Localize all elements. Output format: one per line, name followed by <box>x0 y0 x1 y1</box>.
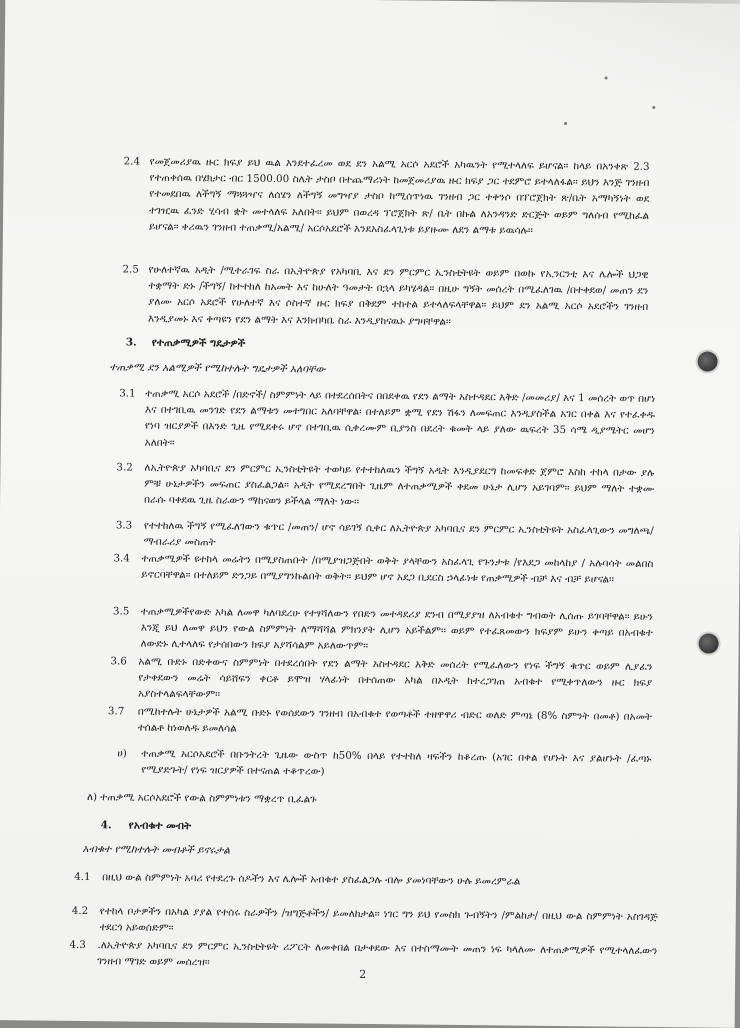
item-text: የተተከለዉ ችግኝ የሚፈለገውን ቁጥር /መጠን/ ሆኖ ሳይገኝ ሲቀር ለኢትዮጵያ አካባቢና ደን ምርምር ኢንስቲትዩት አስፈላጊውን መግለጫ/ማብራሪያ መስጠት <box>143 519 654 549</box>
item-number: 3.7 <box>107 705 125 718</box>
item-number: 2.4 <box>123 155 141 168</box>
item-text: በሚከተሉት ሁኔታዎች አልሚ ቡድኑ የወሰደውን ገንዘብ በአብቁተ የወጣቶች ተዘዋዋሪ ብድር ወለድ ምጣኔ (8% ስምንት በመቶ) በአመት ተሰልቶ ከነወለዱ ይመለሳል <box>137 705 652 735</box>
item-number: 4.3 <box>69 938 86 952</box>
item-number: 2.5 <box>122 263 139 276</box>
item-number: 3.5 <box>112 605 130 618</box>
item-number: 3.2 <box>116 461 133 474</box>
item-number: 3.6 <box>110 655 127 668</box>
item-text: ለኢትዮጵያ አካባቢና ደን ምርምር ኢንስቲትዩት ተወካይ የተተከለዉን ችግኝ አዲት እንዲያደርግ ከመፍቀድ ጀምሮ እስከ ተከላ በታው ያሉ ምቹ ሁኔታዎችን መፍጠር ያስፈልጋል፡፡ አዲት የሚደረግበት ጊዜም ለተጠቃሚዎች ቀደመ ሁኔታ ሊሆን አይገባም፡፡ ይህም ማለት ተቋሙ በራሱ ባቀደዉ ጊዜ ስራውን ማከናወን ይችላል ማለት ነው፡፡ <box>144 461 655 509</box>
section-intro: አብቁተ የሚከተሉት መብቶች ይኖሩታል <box>82 843 230 857</box>
item-number: 4.1 <box>74 870 91 884</box>
item-text: የተከላ ቦታዎችን በአካል ያያል የተሰሩ ስራዎችን /ዝግጅቶችን/ ይመለከታል፡፡ ነገር ግን ይህ የመስክ ጉብኝትን /ምልከታ/ በዚህ ውል ስምምነት አስገዳጅ ተደርጎ አይወሰድም፡፡ <box>99 905 658 935</box>
subitem-text: ተጠቃሚ አርሶአደሮች በቡንትረት ጊዜው ውስጥ ከ50% በላይ የተተከለ ዛፍችን ከቆረጡ (አገር በቀል የሆኑት እና ያልሆኑት /ፈጣኑ የሚያድጉት/ የነፍ ዝርያዎች በተናጠል ተቆጥረው) <box>141 747 652 778</box>
item-number: 3.4 <box>113 552 130 565</box>
section-title: የተጠቃሚዎች ግዴታዎች <box>151 336 246 350</box>
item-text: የሁለተኛዉ አዲት /ሚተራገፍ ስራ በኢትዮጵያ የአካባቢ እና ደን ምርምር ኢንስቲትዩት ወይም በወኩ የኢንርንቲ እና ሌሎች ህጋዊ ተቋማት ድኑ /ችግኝ/ ከተተከለ ከአመት እና ከሁለት ዓመታት በኋላ ይካሄዳል፡፡ በዚሁ ግኝት መሰረት በሚፈለገዉ /በተቀደወ/ መጠን ደን ያለሙ አርሶ አደሮች የሁለተኛ እና ሶስተኛ ዙር ክፍያ በቅደም ተከተል ይተላለፍላቸዋል፡፡ ይህም ደን አልሚ አርሶ አደሮችን ገንዘብ እንዲያመኑ እና ቀጣዩን የደን ልማት እና እንክብካቤ ስራ እንዲያከናዉኑ ያግዛቸዋል፡፡ <box>147 263 649 328</box>
clause-b: ለ) ተጠቃሚ አርሶአደሮች የውል ስምምነቱን ማቋረጥ ቢፈልጉ <box>86 791 317 806</box>
item-text: አልሚ ቡድኑ በድቀውና ስምምነት በተደረሰበት የደን ልማት አስተዳደር እቅድ መሰረት የሚፈለውን የነፍ ችግኝ ቁጥር ወይም ሊያፈን የታቀደውን መሬት ሳይሸፍን ቀርቶ ይሞዝ ሃላፊነት በተሰጠው አካል በኦዲት ከተረጋገጠ አብቁተ የሚቀጥለውን ዙር ክፍያ አያስተላልፍላቸውም፡፡ <box>138 655 653 701</box>
item-text: ተጠቃሚ አርሶ አደሮች /በድኖች/ ስምምነት ላይ በተደረሰበትና በበደቀዉ የደን ልማት አስተዳደር እቅድ /መመሪያ/ እና 1 መሰረት ወጥ በሆነ እና በተገቢዉ መንገድ የደን ልማቱን መተግበር አለባቸዋል፡ በተለይም ቋሚ የደን ሽፋን ለመፍጠር እንዲያስችል አገር በቀል እና የተፈቀዱ የነባ ዝርያዎች በእንድ ጊዜ የሚደቀሩ ሆኖ በተገቢዉ ሲቀረሙም ቢያንስ በደረት ቁመት ላይ ያለው ዉፍረት 35 ሳሜ ዲያሜትር መሆን አለበት፡፡ <box>144 387 656 449</box>
item-number: 3.3 <box>115 519 133 532</box>
section-number: 4. <box>100 819 112 832</box>
section-number: 3. <box>125 336 137 349</box>
item-text: የመጀመሪያዉ ዙር ክፍያ ይህ ዉል እንደተፈረመ ወደ ደን አልሚ አርሶ አደሮች አካዉንት የሚተላለፍ ይሆናል፡፡ ከላይ በአንቀጽ 2.3 የተጠቀሰዉ በሄክታር ብር 1500.00 ስሌት ታስቦ በተጨማሪነት ከመጀመሪያዉ ዙር ክፍያ ጋር ተደምሮ ይተላለፋል፡፡ ይህን እንጅ ገንዘብ የተመደበዉ ለችግኝ ማጓጓዣና ለሰሄን ለችግኝ መግዣያ ታስቦ ከሚሰጥነዉ ገንዘብ ጋር ተቀንሶ በፕሮጀክት ጽ/ቤት አማካኝነት ወደ ተገዢዉ ፈንድ ሂሳብ ቋት መተላለፍ አለበት፡፡ ይህም በወረዳ ፕሮጀክት ጽ/ ቤት በኩል ለአንዳንድ ድርጅት ወይም ግለሰብ የሚከፈል ይሆናል፡፡ ቀሪዉን ገንዘብ ተጠቃሚ/አልሚ/ አርሶአደሮች እንደአስፈላጊነቱ ይያዙሙ ለደን ልማቱ ይዉሳሉ፡፡ <box>148 155 650 237</box>
item-text: ተጠቃሚዎችየውድ አካል ለመዋ ካለባደረሁ የተፃሻለውን የበድን መተዳደሪያ ደንብ በሚያያዝ ለአብቁተ ግብወት ሊሰጡ ይገባቸዋል፡፡ ይሁን እንጂ ይህ ለመዋ ይህን የውል ስምምነት ለማሻሻል ምክንያት ሊሆን አይችልም፡፡ ወይም የተፈጸመውን ክፍያም ይሁን ቀጣይ በአብቁተ ለውድኑ ሊተላለፍ የታሰበውን ክፍያ አያሻሳልም አይለውጥም፡፡ <box>140 605 653 653</box>
section-intro: ተጠቃሚ ደን አልሚዎች የሚከተሉት ግዴታዎች አለባቸው <box>109 361 326 376</box>
subitem-label: ሀ) <box>117 747 127 760</box>
item-text: ተጠቃሚዎች ዩተከላ መሬትን በሚያስጠቡት /በሚያዝጋጅበት ወቅት ያላቸውን አስፈላጊ የጉንታቱ /የእደጋ መከላከያ / አሉባሳት መልበስ ይኖርባቸዋል፡፡ በተለይም ድንጋይ በሚያግንኩልበት ወቅት፡፡ ይህም ሆኖ አደጋ ቢደርስ ኃላፊነቱ የጠቃሚዎች ብቻ እና ብቻ ይሆናል፡፡ <box>141 552 654 586</box>
item-number: 4.2 <box>71 904 89 918</box>
item-text: በዚህ ውል ስምምነት አባሪ የተደረጉ ሰዶችን እና ሌሎች አብቁተ ያስፈልጋሉ ብሎ ያመነባቸውን ሁሉ ይመረምራል <box>102 871 521 888</box>
item-number: 3.1 <box>119 387 136 400</box>
item-text: .ለኢትዮጵያ አካባቢና ደን ምርምር ኢንስቲትዩት ሪፖርት ለመቀበል በታቀደው እና በተስማሙት መጠን ነፍ ካላለሙ ለተጠቃሚዎች የሚተላለፈውን ገንዘብ ማገድ ወይም መሰረዝ፡፡ <box>97 939 658 969</box>
page-number: 2 <box>359 967 367 981</box>
section-title: የአብቁተ መብት <box>128 819 192 833</box>
